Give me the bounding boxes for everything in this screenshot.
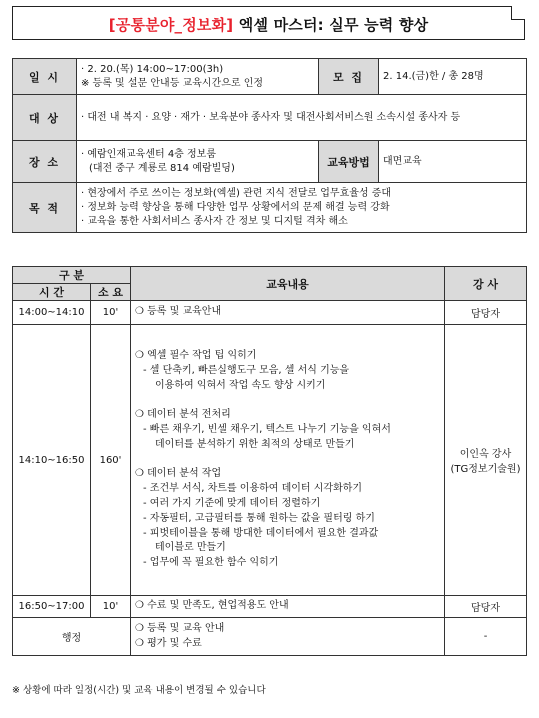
place-line-2: (대전 중구 계룡로 814 예람빌딩): [89, 162, 235, 174]
purpose-line: · 정보화 능력 향상을 통해 다양한 업무 상황에서의 문제 해결 능력 강화: [81, 201, 390, 213]
purpose-value: [77, 183, 527, 233]
target-label: 대 상: [13, 95, 77, 141]
recruit-label: 모 집: [319, 59, 379, 95]
content-line: - 빠른 채우기, 빈셀 채우기, 텍스트 나누기 기능을 익혀서: [143, 424, 391, 435]
schedule-note: ※ 등록 및 설문 안내등 교육시간으로 인정: [81, 77, 264, 89]
instructor-org: (TG정보기술원): [450, 464, 521, 475]
page-title: [13, 14, 524, 35]
duration-cell: 10': [91, 301, 131, 325]
content-line: - 피벗테이블을 통해 방대한 데이터에서 필요한 결과값: [143, 527, 379, 539]
instructor-cell: 담당자: [445, 301, 527, 325]
content-cell: [131, 325, 445, 596]
content-line: ❍ 데이터 분석 작업: [135, 468, 222, 480]
time-cell: 14:10~16:50: [13, 325, 91, 596]
content-cell: [131, 618, 445, 656]
table-row: [13, 325, 527, 596]
table-row: [13, 596, 527, 618]
schedule-label: 일 시: [13, 59, 77, 95]
method-value: 대면교육: [379, 141, 527, 183]
header-content: 교육내용: [131, 267, 445, 301]
schedule-line-1: · 2. 20.(목) 14:00~17:00(3h): [81, 63, 224, 75]
footnote: ※ 상황에 따라 일정(시간) 및 교육 내용이 변경될 수 있습니다: [12, 685, 266, 696]
content-line: ❍ 데이터 분석 전처리: [135, 409, 231, 421]
title-main: 엑셀 마스터: 실무 능력 향상: [233, 16, 429, 34]
table-row: [13, 618, 527, 656]
title-box: [12, 6, 525, 40]
method-label: 교육방법: [319, 141, 379, 183]
schedule-table: [12, 266, 527, 656]
content-line: ❍ 평가 및 수료: [135, 637, 202, 649]
info-table: [12, 58, 527, 233]
content-line: 테이블로 만들기: [155, 542, 226, 554]
header-duration: 소 요: [91, 284, 131, 301]
instructor-cell: -: [445, 618, 527, 656]
purpose-label: 목 적: [13, 183, 77, 233]
content-line: ❍ 등록 및 교육 안내: [135, 622, 225, 634]
purpose-line: · 현장에서 주로 쓰이는 정보화(엑셀) 관련 지식 전달로 업무효율성 증대: [81, 187, 392, 199]
content-line: - 자동필터, 고급필터를 통해 원하는 값을 필터링 하기: [143, 512, 375, 524]
place-line-1: · 예람인재교육센터 4층 정보룸: [81, 148, 216, 160]
header-group: 구 분: [13, 267, 131, 284]
instructor-name: 이인옥 강사: [459, 449, 512, 460]
content-line: ❍ 엑셀 필수 작업 팁 익히기: [135, 350, 257, 362]
content-line: - 업무에 꼭 필요한 함수 익히기: [143, 557, 279, 569]
time-cell: 14:00~14:10: [13, 301, 91, 325]
instructor-cell: [445, 325, 527, 596]
title-category: [공통분야_정보화]: [108, 16, 234, 34]
content-line: - 조건부 서식, 차트를 이용하여 데이터 시각화하기: [143, 483, 363, 495]
duration-cell: 160': [91, 325, 131, 596]
schedule-value: [77, 59, 319, 95]
admin-cell: 행정: [13, 618, 131, 656]
content-line: - 여러 가지 기준에 맞게 데이터 정렬하기: [143, 497, 321, 509]
content-line: - 셀 단축키, 빠른실행도구 모음, 셀 서식 기능을: [143, 364, 350, 376]
header-instructor: 강 사: [445, 267, 527, 301]
content-cell: ❍ 등록 및 교육안내: [131, 301, 445, 325]
instructor-cell: 담당자: [445, 596, 527, 618]
header-time: 시 간: [13, 284, 91, 301]
recruit-value: 2. 14.(금)한 / 총 28명: [379, 59, 527, 95]
content-cell: ❍ 수료 및 만족도, 현업적용도 안내: [131, 596, 445, 618]
duration-cell: 10': [91, 596, 131, 618]
table-row: [13, 301, 527, 325]
place-label: 장 소: [13, 141, 77, 183]
place-value: [77, 141, 319, 183]
target-value: · 대전 내 복지 · 요양 · 재가 · 보육분야 종사자 및 대전사회서비스원 소속시설 종사자 등: [77, 95, 527, 141]
content-line: 이용하여 익혀서 작업 속도 향상 시키기: [155, 379, 326, 391]
time-cell: 16:50~17:00: [13, 596, 91, 618]
purpose-line: · 교육을 통한 사회서비스 종사자 간 정보 및 디지털 격차 해소: [81, 215, 348, 227]
content-line: 데이터를 분석하기 위한 최적의 상태로 만들기: [155, 438, 355, 450]
